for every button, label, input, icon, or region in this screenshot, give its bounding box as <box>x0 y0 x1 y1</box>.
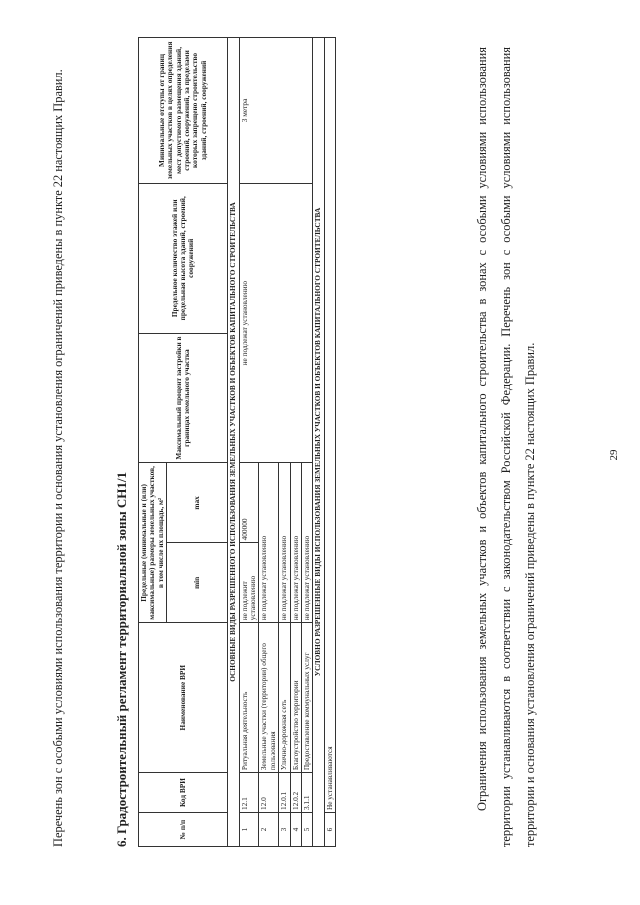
header-setbacks: Минимальные отступы от границ земельных участков в целях определения мест допустимого размещения зданий, строений, сооружений, за пределами которых запрещено строительство зданий, строений, сооружений <box>139 38 228 184</box>
table-row <box>239 38 259 847</box>
header-num: № п/п <box>139 813 228 847</box>
header-row <box>139 38 167 847</box>
cell-name: Улично-дорожная сеть <box>279 623 290 773</box>
section-conditional-label: УСЛОВНО РАЗРЕШЕННЫЕ ВИДЫ ИСПОЛЬЗОВАНИЯ ЗЕМЕЛЬНЫХ УЧАСТКОВ И ОБЪЕКТОВ КАПИТАЛЬНОГО СТРОИТЕЛЬСТВА <box>313 38 324 847</box>
cell-size: не подлежат установлению <box>290 463 301 623</box>
cell-name: Благоустройство территории <box>290 623 301 773</box>
intro-paragraph: Перечень зон с особыми условиями использования территории и основания установления ограничений приведены в пункте 22 настоящих Правил. <box>51 69 65 847</box>
cell-code: 12.0.2 <box>290 773 301 813</box>
cell-code: 3.1.1 <box>301 773 312 813</box>
header-size-group: Предельные (минимальные и (или) максимальные) размеры земельных участков, в том числе их площадь, м² <box>139 463 167 623</box>
header-code: Код ВРИ <box>139 773 228 813</box>
section-heading: 6. Градостроительный регламент территориальной зоны СН1/1 <box>114 472 129 847</box>
header-percent: Максимальный процент застройки в границах земельного участка <box>139 333 228 463</box>
cell-not-established: Не устанавливаются <box>324 38 335 813</box>
cell-name: Земельные участки (территории) общего пользования <box>259 623 279 773</box>
cell-num: 6 <box>324 813 335 847</box>
header-min: min <box>167 543 228 623</box>
cell-num: 4 <box>290 813 301 847</box>
section-main-label: ОСНОВНЫЕ ВИДЫ РАЗРЕШЕННОГО ИСПОЛЬЗОВАНИЯ ЗЕМЕЛЬНЫХ УЧАСТКОВ И ОБЪЕКТОВ КАПИТАЛЬНОГО СТРОИТЕЛЬСТВА <box>228 38 239 847</box>
cell-num: 3 <box>279 813 290 847</box>
cell-code: 12.0 <box>259 773 279 813</box>
cell-name: Предоставление коммунальных услуг <box>301 623 312 773</box>
cell-setback: 3 метра <box>239 38 313 184</box>
header-floors: Предельное количество этажей или предельная высота зданий, строений, сооружений <box>139 183 228 333</box>
cell-min: не подлежит установлению <box>239 543 259 623</box>
cell-code: 12.1 <box>239 773 259 813</box>
cell-percent-floors: не подлежат установлению <box>239 183 313 463</box>
cell-name: Ритуальная деятельность <box>239 623 259 773</box>
section-conditional-row <box>313 38 324 847</box>
cell-size: не подлежат установлению <box>279 463 290 623</box>
cell-size: не подлежат установлению <box>259 463 279 623</box>
header-max: max <box>167 463 228 543</box>
header-name: Наименование ВРИ <box>139 623 228 773</box>
cell-num: 2 <box>259 813 279 847</box>
cell-num: 1 <box>239 813 259 847</box>
cell-num: 5 <box>301 813 312 847</box>
bottom-paragraph: Ограничения использования земельных участков и объектов капитального строительства в зонах с особыми условиями использования территории устанавливаются в соответствии с законодательством Российской Федерации. Перечень зон с особыми условиями использования территории и основания установления ограничений приведены в пункте 22 настоящих Правил. <box>475 47 537 847</box>
cell-max: 400000 <box>239 463 259 543</box>
cell-size: не подлежат установлению <box>301 463 312 623</box>
cell-code: 12.0.1 <box>279 773 290 813</box>
page-number: 29 <box>608 449 620 461</box>
table-row <box>324 38 335 847</box>
regulation-table <box>138 37 336 847</box>
section-main-row <box>228 38 239 847</box>
